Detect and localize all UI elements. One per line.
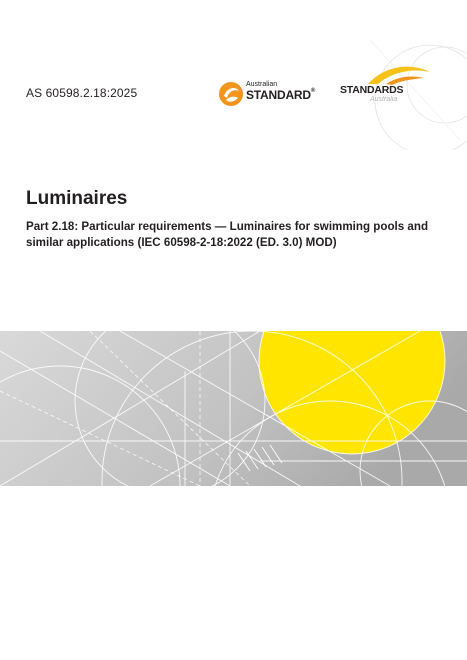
logo-small-text: Australian: [246, 81, 278, 88]
australian-standard-logo: [218, 78, 314, 108]
logo-big-text: STANDARD®: [246, 88, 316, 102]
australia-word: Australia: [370, 96, 398, 103]
standards-australia-logo: [340, 62, 450, 108]
yellow-swoosh-icon: [366, 62, 436, 86]
standards-word: STANDARDS: [340, 84, 404, 96]
document-subtitle: Part 2.18: Particular requirements — Luminaires for swimming pools and similar applications (IEC 60598-2-18:2022 (ED. 3.0) MOD): [26, 220, 429, 249]
standard-number: AS 60598.2.18:2025: [26, 86, 138, 100]
cover-graphic-band: [0, 331, 467, 486]
orange-swirl-icon: [218, 80, 244, 108]
document-title: Luminaires: [26, 188, 128, 209]
